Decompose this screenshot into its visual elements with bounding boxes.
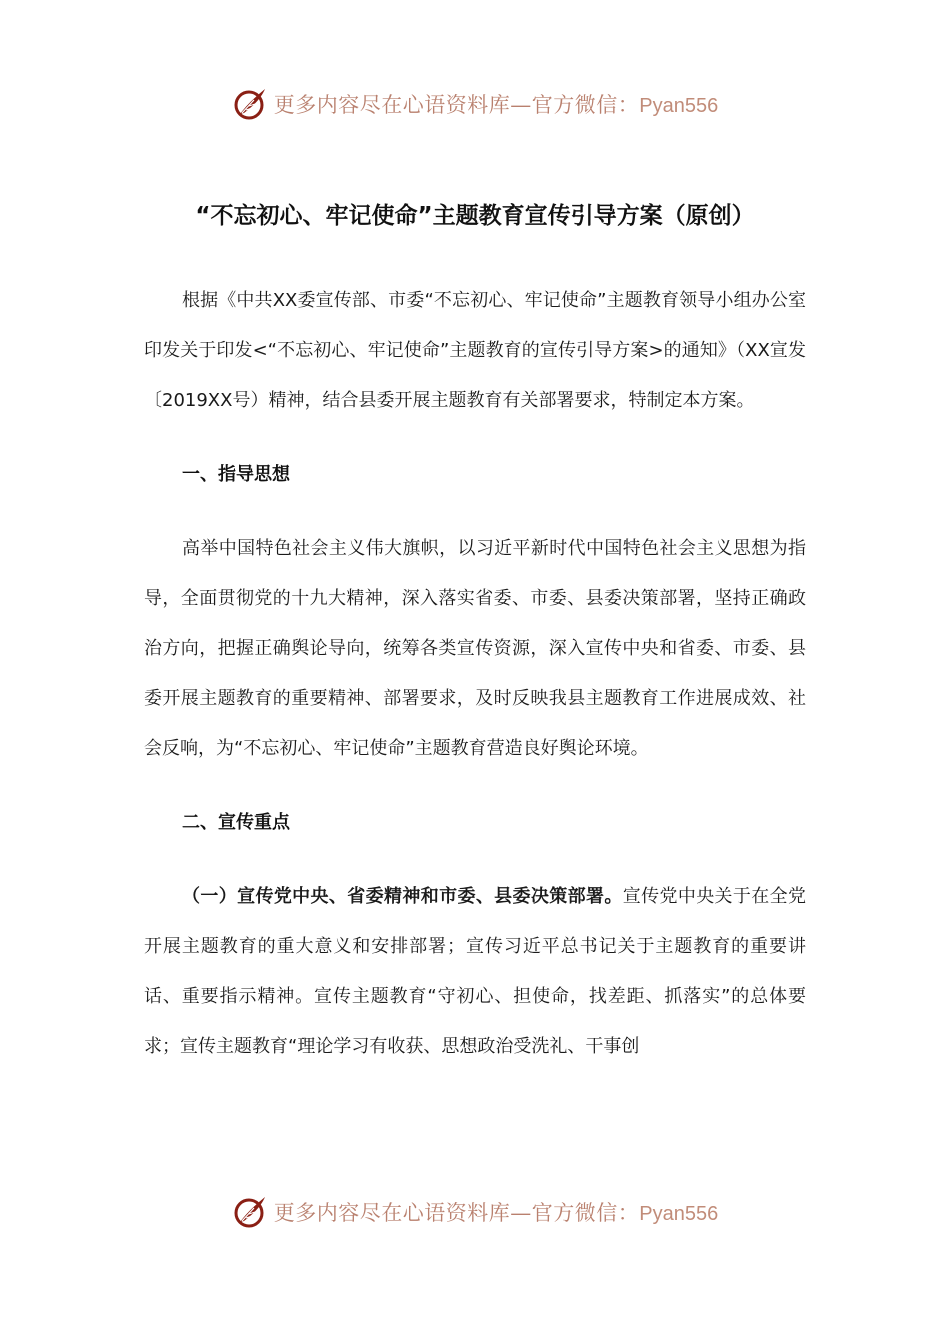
header-banner <box>0 80 950 128</box>
banner-text <box>274 1197 718 1227</box>
publicity-item-1-lead: （一）宣传党中央、省委精神和市委、县委决策部署。 <box>182 886 623 907</box>
footer-banner <box>0 1188 950 1236</box>
wechat-id: Pyan556 <box>639 1203 719 1225</box>
document-title: “不忘初心、牢记使命”主题教育宣传引导方案（原创） <box>195 203 755 229</box>
document-body <box>144 196 806 1072</box>
publicity-item-1-paragraph <box>144 872 806 1072</box>
publicity-item-1-body: 宣传党中央关于在全党开展主题教育的重大意义和安排部署；宣传习近平总书记关于主题教育的重要讲话、重要指示精神。宣传主题教育“守初心、担使命，找差距、抓落实”的总体要求；宣传主题教育“理论学习有收获、思想政治受洗礼、干事创 <box>144 886 807 1057</box>
guiding-ideology-paragraph: 高举中国特色社会主义伟大旗帜，以习近平新时代中国特色社会主义思想为指导，全面贯彻党的十九大精神，深入落实省委、市委、县委决策部署，坚持正确政治方向，把握正确舆论导向，统筹各类宣传资源，深入宣传中央和省委、市委、县委开展主题教育的重要精神、部署要求，及时反映我县主题教育工作进展成效、社会反响，为“不忘初心、牢记使命”主题教育营造良好舆论环境。 <box>144 538 806 759</box>
intro-paragraph: 根据《中共XX委宣传部、市委“不忘初心、牢记使命”主题教育领导小组办公室印发关于印发<“不忘初心、牢记使命”主题教育的宣传引导方案>的通知》（XX宣发〔2019XX号）精神，结合县委开展主题教育有关部署要求，特制定本方案。 <box>144 290 806 411</box>
banner-text <box>274 89 718 119</box>
banner-content <box>232 1194 718 1230</box>
section-heading-publicity-focus: 二、宣传重点 <box>182 812 290 833</box>
section-heading-guiding-ideology: 一、指导思想 <box>182 464 290 485</box>
banner-label: 更多内容尽在心语资料库—官方微信： <box>273 1201 640 1225</box>
banner-content <box>232 86 718 122</box>
wechat-id: Pyan556 <box>639 95 719 117</box>
quill-pen-logo-icon <box>232 86 268 122</box>
banner-label: 更多内容尽在心语资料库—官方微信： <box>273 93 640 117</box>
quill-pen-logo-icon <box>232 1194 268 1230</box>
